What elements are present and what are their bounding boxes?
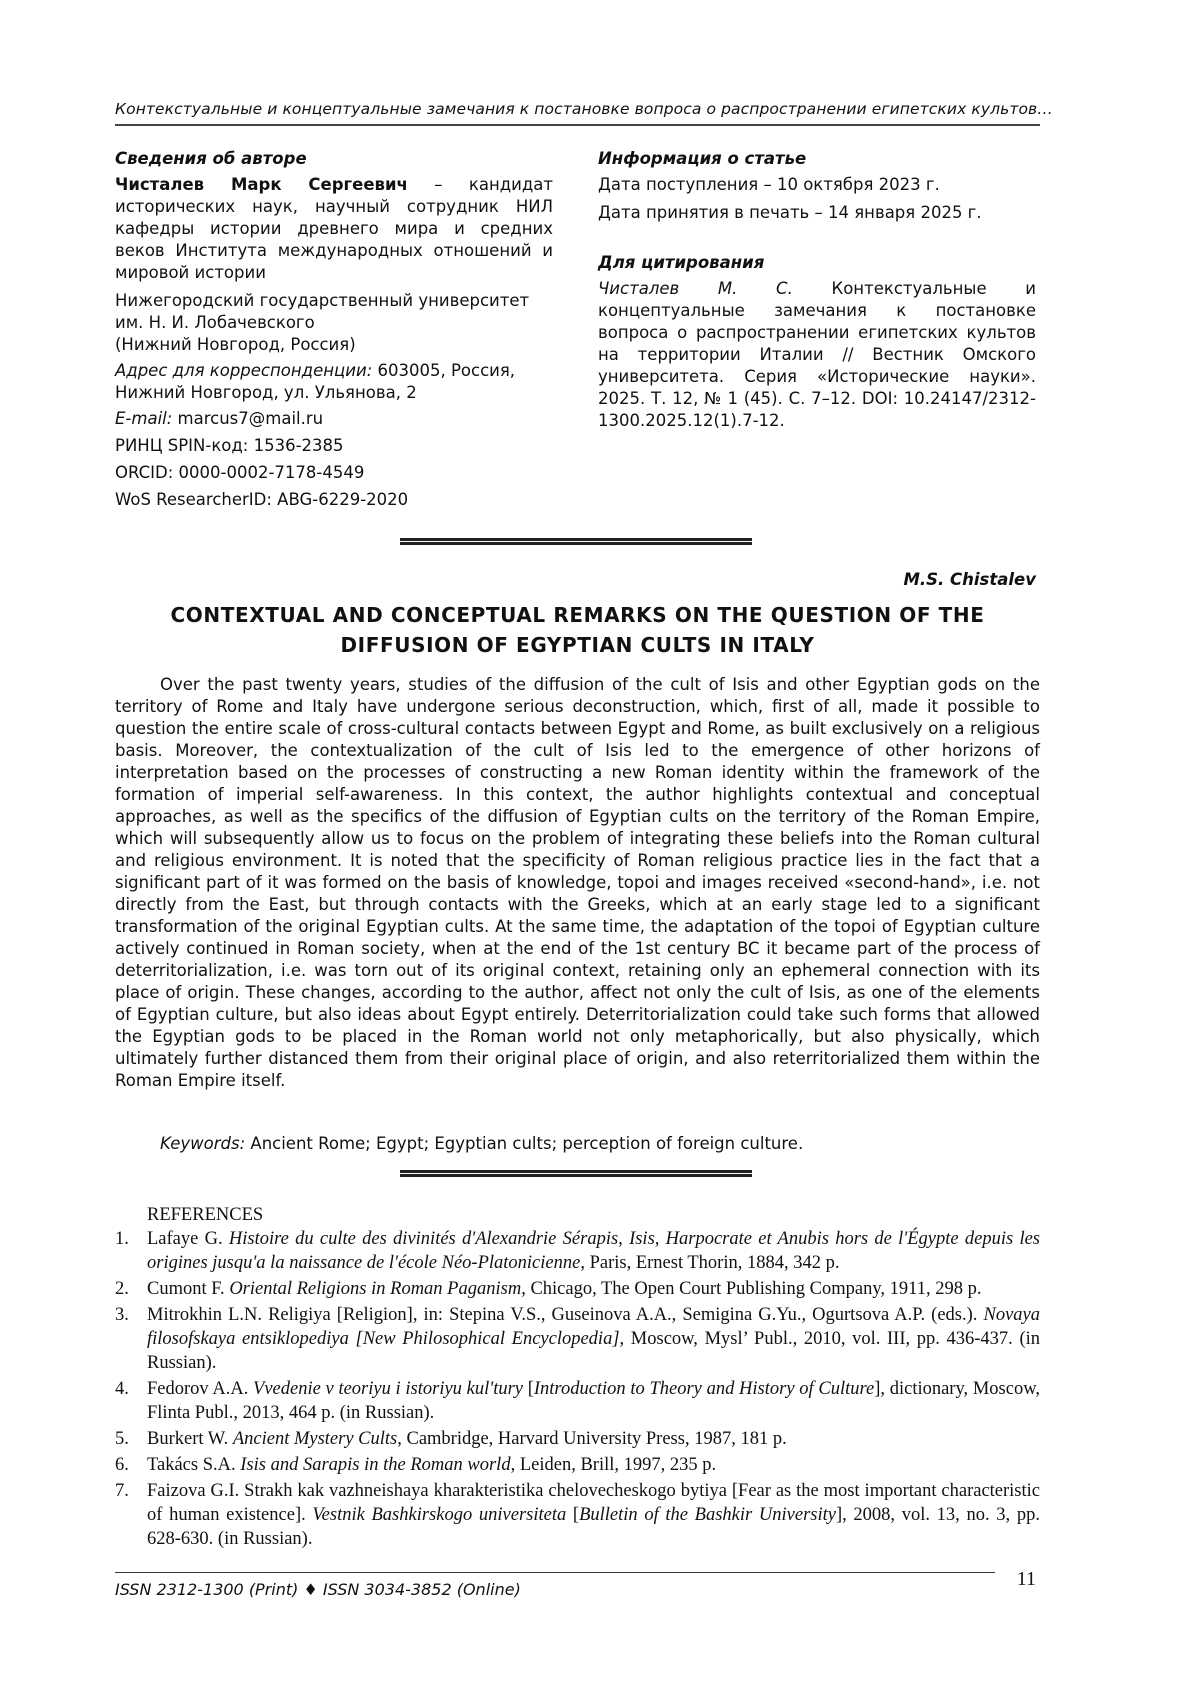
author-name: Чисталев Марк Сергеевич (115, 175, 408, 194)
reference-part: Burkert W. (147, 1429, 233, 1449)
reference-item (115, 1427, 1040, 1451)
citation-text (598, 278, 1036, 432)
reference-item (115, 1227, 1040, 1275)
reference-number: 7. (115, 1481, 129, 1501)
date-received: Дата поступления – 10 октября 2023 г. (598, 175, 940, 194)
reference-number: 5. (115, 1429, 129, 1449)
english-title-line-2: DIFFUSION OF EGYPTIAN CULTS IN ITALY (340, 633, 815, 657)
reference-item (115, 1277, 1040, 1301)
article-info-heading: Информация о статье (598, 149, 807, 168)
address-value: 603005, Россия, Нижний Новгород, ул. Ульянова, 2 (115, 361, 516, 402)
issn: ISSN 2312-1300 (Print) ♦ ISSN 3034-3852 (Online) (115, 1580, 521, 1599)
reference-part: Mitrokhin L.N. Religiya [Religion], in: Stepina V.S., Guseinova A.A., Semigina G.Yu., Ogurtsova A.P. (eds.). (147, 1305, 984, 1325)
reference-item (115, 1479, 1040, 1551)
reference-list (115, 1227, 1040, 1551)
reference-title: Introduction to Theory and History of Culture (533, 1379, 875, 1399)
email-label: E-mail: (115, 409, 173, 428)
keywords-label: Keywords: (160, 1134, 246, 1153)
references (115, 1203, 1040, 1553)
references-heading: REFERENCES (147, 1205, 264, 1225)
reference-title: Ancient Mystery Cults (232, 1429, 398, 1449)
reference-title: Bulletin of the Bashkir University (579, 1505, 836, 1525)
reference-number: 2. (115, 1279, 129, 1299)
reference-part: , Cambridge, Harvard University Press, 1987, 181 p. (397, 1429, 787, 1449)
reference-part: , Paris, Ernest Thorin, 1884, 342 p. (580, 1253, 840, 1273)
english-title-line-1: CONTEXTUAL AND CONCEPTUAL REMARKS ON THE QUESTION OF THE (170, 603, 985, 627)
reference-part: Cumont F. (147, 1279, 230, 1299)
reference-part: Fedorov A.A. (147, 1379, 254, 1399)
reference-number: 6. (115, 1455, 129, 1475)
keywords-list: Ancient Rome; Egypt; Egyptian cults; perception of foreign culture. (245, 1134, 804, 1153)
affiliation (115, 290, 553, 356)
citation-author: Чисталев М. С. (598, 279, 793, 298)
header-rule (115, 124, 1040, 126)
reference-title: Oriental Religions in Roman Paganism (229, 1279, 522, 1299)
reference-number: 4. (115, 1379, 129, 1399)
page-number: 11 (1016, 1568, 1036, 1590)
reference-text (147, 1227, 1040, 1275)
english-author: M.S. Chistalev (903, 570, 1036, 589)
citation-body: Контекстуальные и концептуальные замечания к постановке вопроса о распространении египетских культов на территории Италии // Вестник Омского университета. Серия «Исторические науки». 2025. Т. 12, № 1 (45). С. 7–12. DOI: 10.24147/2312-1300.2025.12(1).7-12. (598, 279, 1036, 430)
citation-heading: Для цитирования (598, 253, 765, 272)
reference-part: ], 2008, vol. 13, no. 3, pp. 628-630. (in Russian). (147, 1505, 1040, 1549)
email-value[interactable]: marcus7@mail.ru (172, 409, 324, 428)
reference-number: 1. (115, 1229, 129, 1249)
reference-item (115, 1303, 1040, 1375)
reference-part: ], dictionary, Moscow, Flinta Publ., 2013, 464 p. (in Russian). (147, 1379, 1040, 1423)
address-label: Адрес для корреспонденции: (115, 361, 373, 380)
author-bio-text: – кандидат исторических наук, научный сотрудник НИЛ кафедры истории древнего мира и средних веков Института международных отношений и мировой истории (115, 175, 553, 282)
reference-part: [ (566, 1505, 580, 1525)
reference-part: , Chicago, The Open Court Publishing Company, 1911, 298 p. (521, 1279, 982, 1299)
abstract: Over the past twenty years, studies of the diffusion of the cult of Isis and other Egyptian gods on the territory of Rome and Italy have undergone serious deconstruction, which, first of all, made it possible to question the entire scale of cross-cultural contacts between Egypt and Rome, as built exclusively on a religious basis. Moreover, the contextualization of the cult of Isis led to the emergence of other horizons of interpretation based on the processes of constructing a new Roman identity within the framework of the formation of imperial self-awareness. In this context, the author highlights contextual and conceptual approaches, as well as the specifics of the diffusion of Egyptian cults on the territory of the Roman Empire, which will subsequently allow us to focus on the problem of integrating these beliefs into the Roman cultural and religious environment. It is noted that the specificity of Roman religious practice lies in the fact that a significant part of it was formed on the basis of knowledge, topoi and images received «second-hand», i.e. not directly from the East, but through contacts with the Greeks, which at an early stage led to a significant transformation of the original Egyptian cults. At the same time, the adaptation of the topoi of Egyptian culture actively continued in Roman society, when at the end of the 1st century BC it became part of the process of deterritorialization, i.e. was torn out of its original context, retaining only an ephemeral connection with its place of origin. These changes, according to the author, affect not only the cult of Isis, as one of the elements of Egyptian culture, but also ideas about Egypt entirely. Deterritorialization could take such forms that allowed the Egyptian gods to be placed in the Roman world not only metaphorically, but also physically, which ultimately further distanced them from their original place of origin, and also reterritorialized them within the Roman Empire itself. (115, 675, 1040, 1090)
reference-item (115, 1453, 1040, 1477)
affiliation-line-1: Нижегородский государственный университет (115, 291, 530, 310)
reference-title: Histoire du culte des divinités d'Alexandrie Sérapis, Isis, Harpocrate et Anubis hors de l'Égypte depuis les origines jusqu'a la naissance de l'école Néo-Platonicienne (147, 1229, 1040, 1273)
reference-part: , Moscow, Mysl’ Publ., 2010, vol. III, pp. 436-437. (in Russian). (147, 1329, 1040, 1373)
article-info-column (598, 148, 1036, 432)
affiliation-line-3: (Нижний Новгород, Россия) (115, 335, 356, 354)
reference-title: Vvedenie v teoriyu i istoriyu kul'tury (253, 1379, 523, 1399)
rinc-spin: РИНЦ SPIN-код: 1536-2385 (115, 436, 344, 455)
reference-part: [ (523, 1379, 534, 1399)
footer-rule (115, 1572, 995, 1573)
address (115, 360, 553, 404)
reference-text (147, 1277, 1040, 1301)
reference-item (115, 1377, 1040, 1425)
wos-researcher-id: WoS ResearcherID: ABG-6229-2020 (115, 490, 409, 509)
reference-part: , Leiden, Brill, 1997, 235 p. (510, 1455, 717, 1475)
date-accepted: Дата принятия в печать – 14 января 2025 г. (598, 203, 982, 222)
reference-part: Lafaye G. (147, 1229, 229, 1249)
reference-title: Isis and Sarapis in the Roman world (240, 1455, 511, 1475)
keywords (160, 1133, 1040, 1155)
affiliation-line-2: им. Н. И. Лобачевского (115, 313, 315, 332)
orcid: ORCID: 0000-0002-7178-4549 (115, 463, 365, 482)
reference-title: Novaya filosofskaya entsiklopediya [New Philosophical Encyclopedia] (147, 1305, 1040, 1349)
divider-double-rule (400, 1170, 752, 1177)
reference-text (147, 1453, 1040, 1477)
divider-double-rule (400, 538, 752, 545)
english-title (115, 600, 1040, 660)
reference-part: Takács S.A. (147, 1455, 241, 1475)
reference-text (147, 1377, 1040, 1425)
reference-title: Vestnik Bashkirskogo universiteta (312, 1505, 567, 1525)
reference-part: Faizova G.I. Strakh kak vazhneishaya kharakteristika chelovecheskogo bytiya [Fear as the most important characteristic of human existence]. (147, 1481, 1040, 1525)
author-bio (115, 174, 553, 284)
reference-text (147, 1303, 1040, 1375)
reference-text (147, 1479, 1040, 1551)
author-info-heading: Сведения об авторе (115, 149, 307, 168)
author-info-column (115, 148, 553, 516)
running-head: Контекстуальные и концептуальные замечания к постановке вопроса о распространении египетских культов… (115, 100, 1053, 118)
reference-number: 3. (115, 1305, 129, 1325)
email (115, 408, 553, 430)
reference-text (147, 1427, 1040, 1451)
